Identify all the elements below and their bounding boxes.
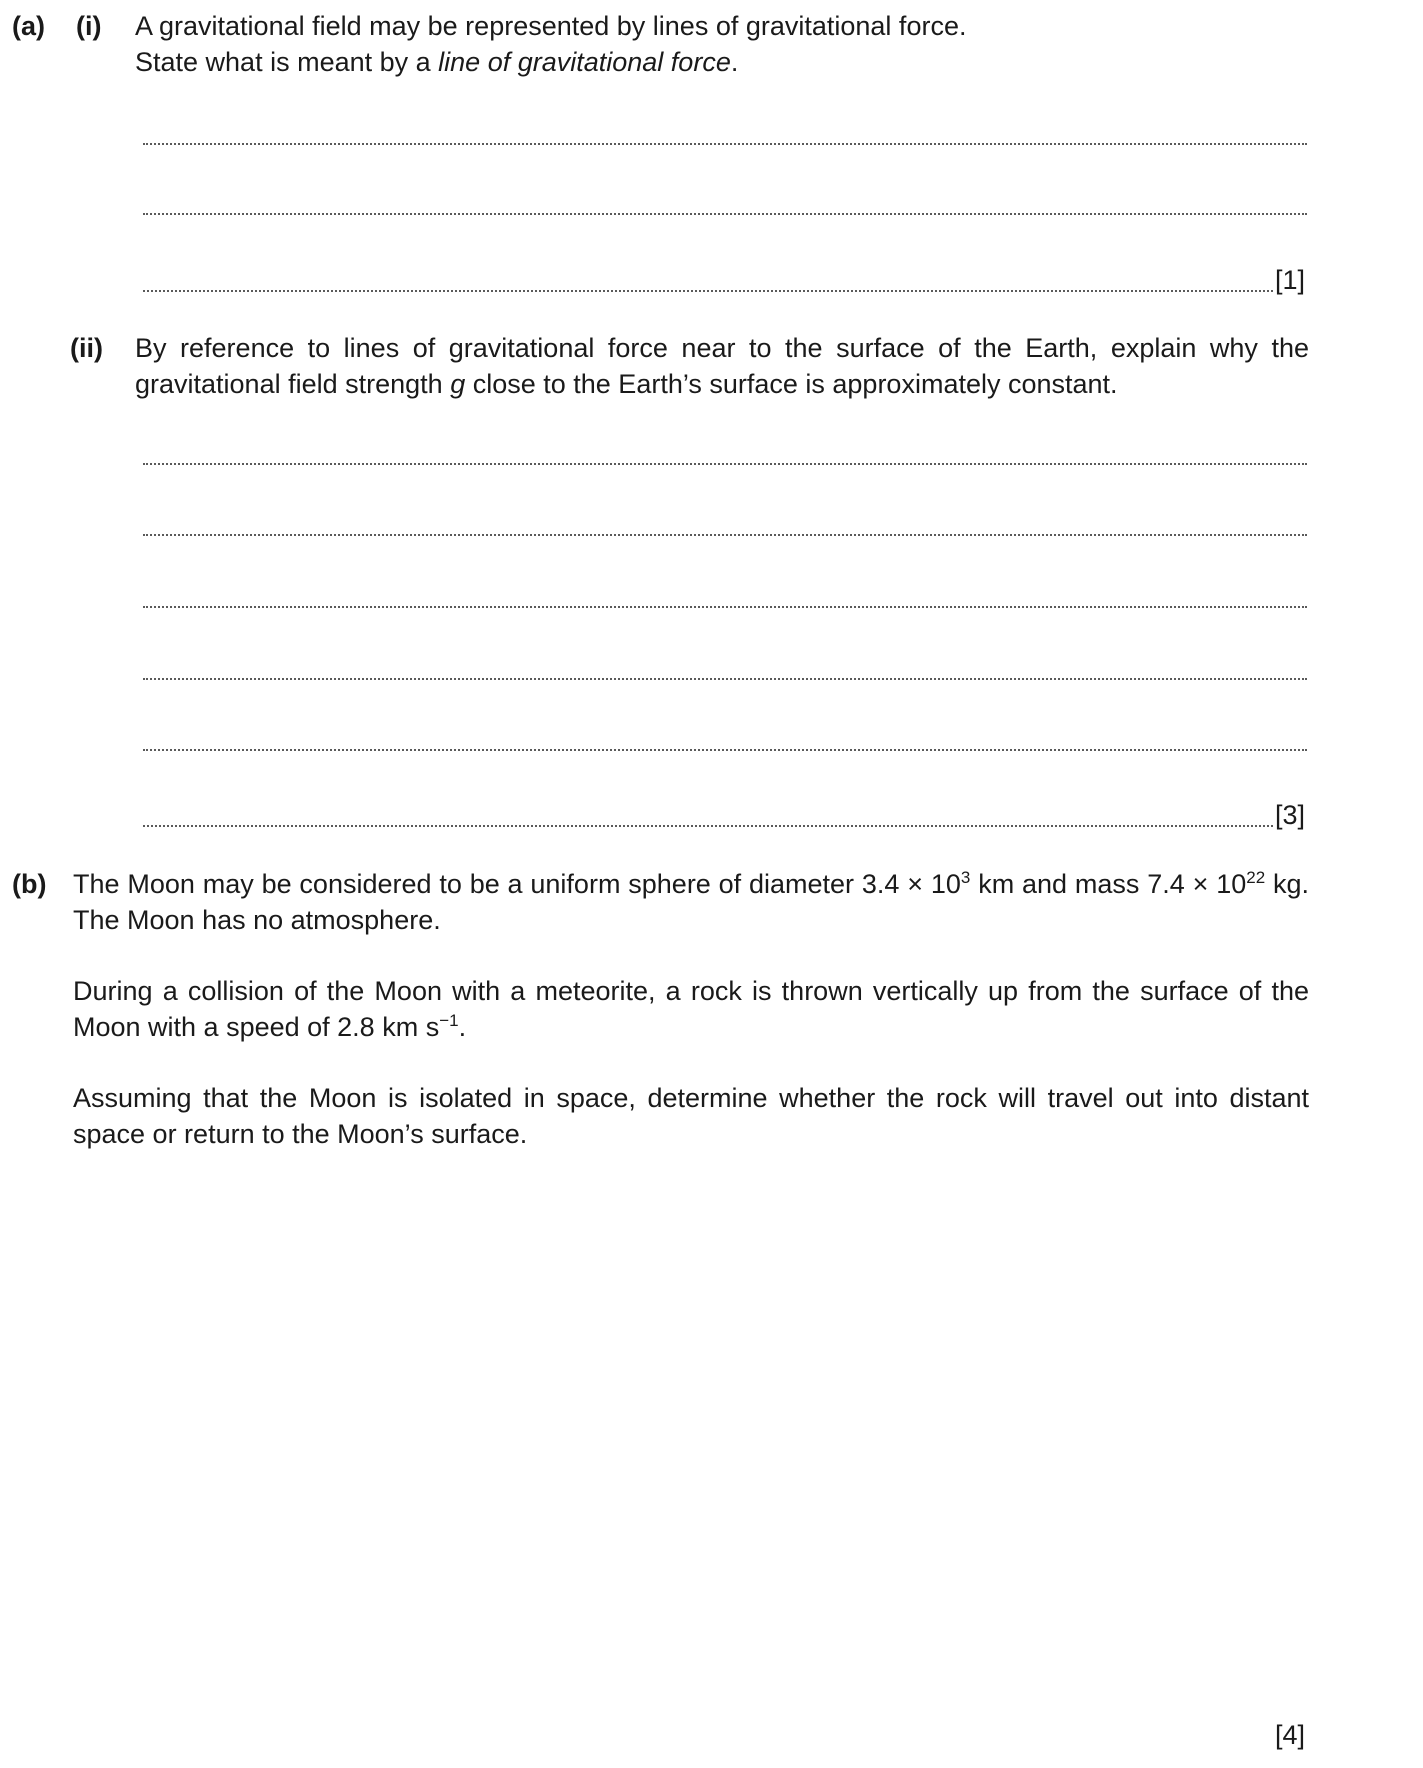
part-a-i-line2-italic: line of gravitational force — [438, 47, 731, 77]
part-a-i-line2-end: . — [730, 47, 739, 77]
part-b-paragraph-2 — [73, 973, 1309, 1045]
part-b-p1-a: The Moon may be considered to be a uniform sphere of diameter 3.4 × 10 — [73, 869, 961, 899]
part-b-p2-b: . — [458, 1012, 467, 1042]
part-b-p1-b: km and mass 7.4 × 10 — [970, 869, 1247, 899]
part-a-label: (a) — [12, 11, 45, 41]
answer-line-a-ii-4[interactable] — [143, 678, 1307, 680]
part-a-i-line2-start: State what is meant by a — [135, 47, 439, 77]
part-a-ii-question — [135, 330, 1309, 402]
answer-line-a-i-2[interactable] — [143, 213, 1307, 215]
part-b-p1-sup1: 3 — [960, 868, 971, 887]
part-a-i-line1: A gravitational field may be represented by lines of gravitational force. — [135, 11, 967, 41]
part-a-i-label: (i) — [76, 11, 102, 41]
answer-line-a-ii-6[interactable] — [143, 825, 1273, 827]
part-b-p1-c: kg. The Moon has no atmosphere. — [73, 869, 1310, 935]
answer-line-a-ii-3[interactable] — [143, 606, 1307, 608]
mark-a-i: [1] — [1275, 265, 1306, 295]
answer-line-a-ii-5[interactable] — [143, 749, 1307, 751]
part-a-i-line2 — [135, 44, 1315, 80]
mark-b: [4] — [1275, 1720, 1306, 1750]
part-a-ii-label: (ii) — [70, 333, 103, 363]
part-b-label: (b) — [12, 869, 47, 899]
part-b-paragraph-1 — [73, 866, 1309, 938]
part-b-p1-sup2: 22 — [1246, 868, 1266, 887]
answer-line-a-ii-2[interactable] — [143, 534, 1307, 536]
part-b-p2-sup: −1 — [439, 1011, 459, 1030]
part-a-ii-text-start: By reference to lines of gravitational force near to the surface of the Earth, explain why the gravitational field strength — [135, 333, 1309, 399]
part-b-paragraph-3: Assuming that the Moon is isolated in space, determine whether the rock will travel out into distant space or return to the Moon’s surface. — [73, 1083, 1309, 1149]
answer-line-a-i-1[interactable] — [143, 143, 1307, 145]
part-a-i-question — [135, 8, 1315, 80]
mark-a-ii: [3] — [1275, 800, 1306, 830]
part-a-ii-text-italic: g — [450, 369, 466, 399]
part-b-working-area[interactable] — [73, 1160, 1309, 1700]
part-b-p2-a: During a collision of the Moon with a meteorite, a rock is thrown vertically up from the surface of the Moon with a speed of 2.8 km s — [73, 976, 1309, 1042]
answer-line-a-ii-1[interactable] — [143, 463, 1307, 465]
part-a-ii-text-end: close to the Earth’s surface is approximately constant. — [465, 369, 1118, 399]
answer-line-a-i-3[interactable] — [143, 290, 1273, 292]
